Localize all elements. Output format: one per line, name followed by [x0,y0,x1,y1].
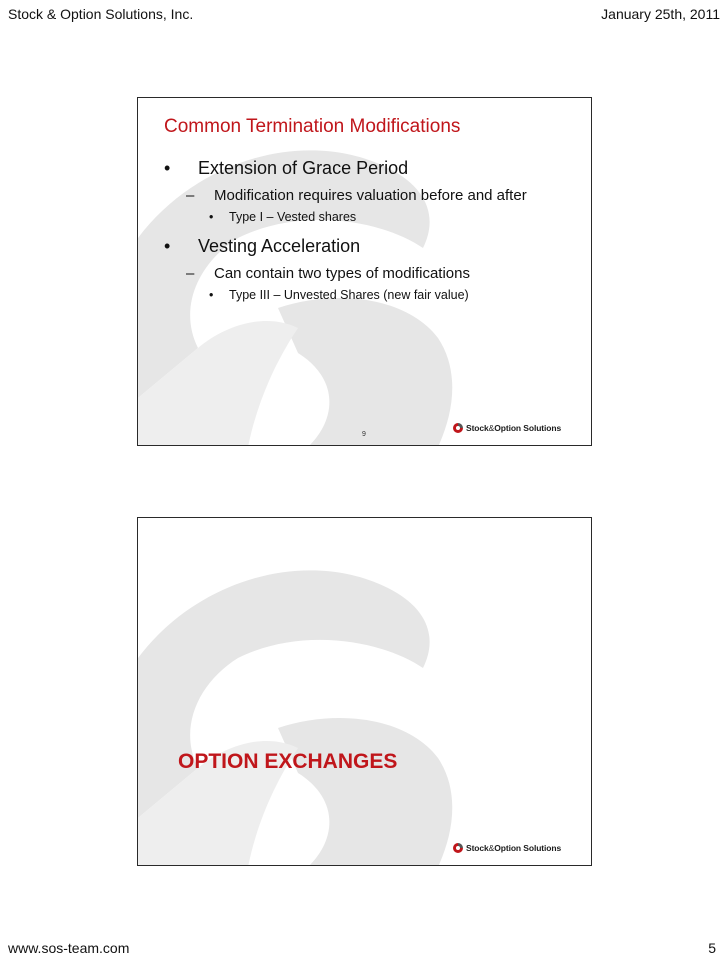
logo-icon [452,842,464,854]
header-company: Stock & Option Solutions, Inc. [8,6,194,22]
list-item [209,210,584,224]
slide-9 [137,97,592,446]
logo-icon [452,422,464,434]
header-date: January 25th, 2011 [601,6,720,22]
watermark-s-icon [138,518,592,866]
sub-sub-bullet-text: Type I – Vested shares [229,210,357,224]
slide-section [137,517,592,866]
logo-text-amp: & [488,423,495,433]
bullet-list [164,158,584,314]
footer-page-number: 5 [708,940,716,956]
list-item [164,236,584,257]
logo-text-option: Option Solutions [494,423,562,433]
bullet-text: Vesting Acceleration [198,236,361,256]
sub-sub-bullet-text: Type III – Unvested Shares (new fair value) [229,288,469,302]
company-logo [452,842,561,854]
list-item [186,187,584,204]
logo-text-amp: & [488,843,495,853]
bullet-icon: • [164,158,171,178]
bullet-icon: • [164,236,171,256]
list-item [186,265,584,282]
company-logo [452,422,561,434]
bullet-icon: • [209,288,214,302]
slide-title: Common Termination Modifications [164,116,461,137]
bullet-text: Extension of Grace Period [198,158,409,178]
section-title: OPTION EXCHANGES [178,750,398,773]
logo-text-stock: Stock [466,423,489,433]
footer-website: www.sos-team.com [8,940,130,956]
dash-icon: – [186,265,195,282]
logo-text-stock: Stock [466,843,489,853]
sub-bullet-text: Can contain two types of modifications [214,265,470,282]
dash-icon: – [186,187,195,204]
bullet-icon: • [209,210,214,224]
sub-bullet-text: Modification requires valuation before and after [214,187,527,204]
slide-page-number: 9 [362,431,366,438]
logo-text-option: Option Solutions [494,843,562,853]
list-item [209,288,584,302]
list-item [164,158,584,179]
